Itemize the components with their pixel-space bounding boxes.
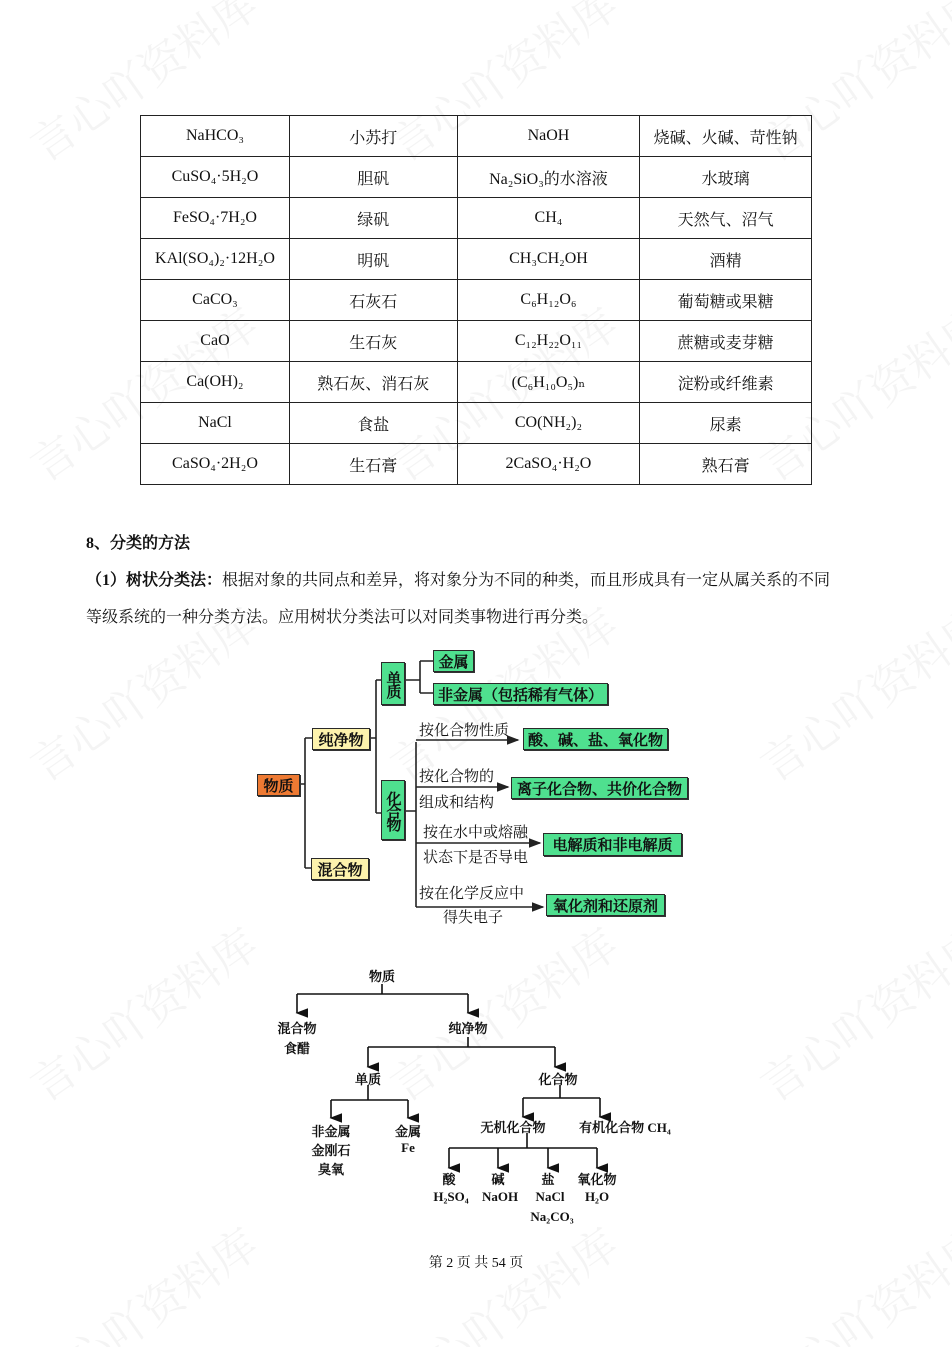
common-name-cell: 石灰石 [289,280,457,321]
formula-cell: NaOH [457,116,640,157]
paragraph-line-2: 等级系统的一种分类方法。应用树状分类法可以对同类事物进行再分类。 [86,609,599,626]
criterion-properties: 按化合物性质 [419,723,510,739]
common-name-cell: 胆矾 [289,157,457,198]
node-salt: 盐 [541,1172,555,1187]
section-heading: 8、分类的方法 [86,535,191,552]
node-matter: 物质 [257,774,300,796]
common-name-cell: 生石灰 [289,321,457,362]
example-na2co3: Na₂CO₃ [530,1209,574,1224]
common-name-cell: 酒精 [640,239,812,280]
paragraph-text: 根据对象的共同点和差异，将对象分为不同的种类，而且形成具有一定从属关系的不同 [222,572,831,589]
node-nonmetal: 非金属（包括稀有气体） [433,683,608,705]
node-organic: 有机化合物 CH₄ [579,1120,671,1135]
formula-cell: Ca(OH)₂ [141,362,290,403]
common-name-cell: 蔗糖或麦芽糖 [640,321,812,362]
paragraph-label: （1）树状分类法： [86,572,223,589]
node-compound: 化合物 [538,1072,578,1087]
common-name-cell: 天然气、沼气 [640,198,812,239]
formula-cell: CuSO₄·5H₂O [141,157,290,198]
page-footer: 第 2 页 共 54 页 [428,1256,524,1271]
example-nacl: NaCl [535,1189,565,1204]
common-name-cell: 尿素 [640,403,812,444]
criterion-redox-line1: 按在化学反应中 [419,886,525,902]
node-base: 碱 [491,1172,505,1187]
node-pure-substance: 纯净物 [312,728,370,750]
node-ionic-covalent: 离子化合物、共价化合物 [511,777,688,799]
criterion-redox-line2: 得失电子 [443,910,504,926]
example-ozone: 臭氧 [317,1162,345,1177]
criterion-conductivity-line1: 按在水中或熔融 [423,825,529,841]
criterion-composition-line1: 按化合物的 [419,769,495,785]
criterion-composition-line2: 组成和结构 [419,795,495,811]
example-vinegar: 食醋 [283,1041,311,1056]
common-name-cell: 水玻璃 [640,157,812,198]
node-acid-base-salt-oxide: 酸、碱、盐、氧化物 [523,728,668,750]
common-name-cell: 淀粉或纤维素 [640,362,812,403]
example-h2so4: H₂SO₄ [433,1189,469,1204]
node-oxide: 氧化物 [577,1172,617,1187]
common-name-cell: 绿矾 [289,198,457,239]
formula-cell: CH₄ [457,198,640,239]
formula-cell: NaCl [141,403,290,444]
common-name-cell: 熟石灰、消石灰 [289,362,457,403]
common-name-cell: 熟石膏 [640,444,812,485]
node-element: 单质 [381,662,405,705]
node-oxidant-reductant: 氧化剂和还原剂 [546,894,665,916]
example-fe: Fe [401,1140,415,1155]
formula-cell: 2CaSO₄·H₂O [457,444,640,485]
formula-cell: CaSO₄·2H₂O [141,444,290,485]
node-metal: 金属 [394,1124,422,1139]
formula-cell: C₁₂H₂₂O₁₁ [457,321,640,362]
node-acid: 酸 [442,1172,456,1187]
formula-cell: NaHCO₃ [141,116,290,157]
node-electrolyte: 电解质和非电解质 [543,833,682,856]
formula-cell: CH₃CH₂OH [457,239,640,280]
node-matter: 物质 [368,969,396,984]
example-h2o: H₂O [584,1189,610,1204]
node-element: 单质 [354,1072,382,1087]
formula-cell: (C₆H₁₀O₅)ₙ [457,362,640,403]
common-name-cell: 小苏打 [289,116,457,157]
node-nonmetal: 非金属 [311,1124,351,1139]
node-mixture: 混合物 [277,1021,317,1036]
formula-cell: FeSO₄·7H₂O [141,198,290,239]
node-pure-substance: 纯净物 [448,1021,488,1036]
formula-cell: KAl(SO₄)₂·12H₂O [141,239,290,280]
criterion-conductivity-line2: 状态下是否导电 [423,850,529,866]
node-compound: 化合物 [381,780,405,840]
formula-cell: CO(NH₂)₂ [457,403,640,444]
common-name-cell: 烧碱、火碱、苛性钠 [640,116,812,157]
common-name-cell: 明矾 [289,239,457,280]
node-inorganic: 无机化合物 [480,1120,546,1135]
common-name-cell: 食盐 [289,403,457,444]
node-metal: 金属 [433,650,474,672]
formula-cell: CaO [141,321,290,362]
common-name-cell: 葡萄糖或果糖 [640,280,812,321]
formula-cell: Na₂SiO₃的水溶液 [457,157,640,198]
formula-cell: CaCO₃ [141,280,290,321]
formula-cell: C₆H₁₂O₆ [457,280,640,321]
example-diamond: 金刚石 [311,1143,351,1158]
common-name-cell: 生石膏 [289,444,457,485]
example-naoh: NaOH [481,1189,519,1204]
node-mixture: 混合物 [311,858,369,880]
